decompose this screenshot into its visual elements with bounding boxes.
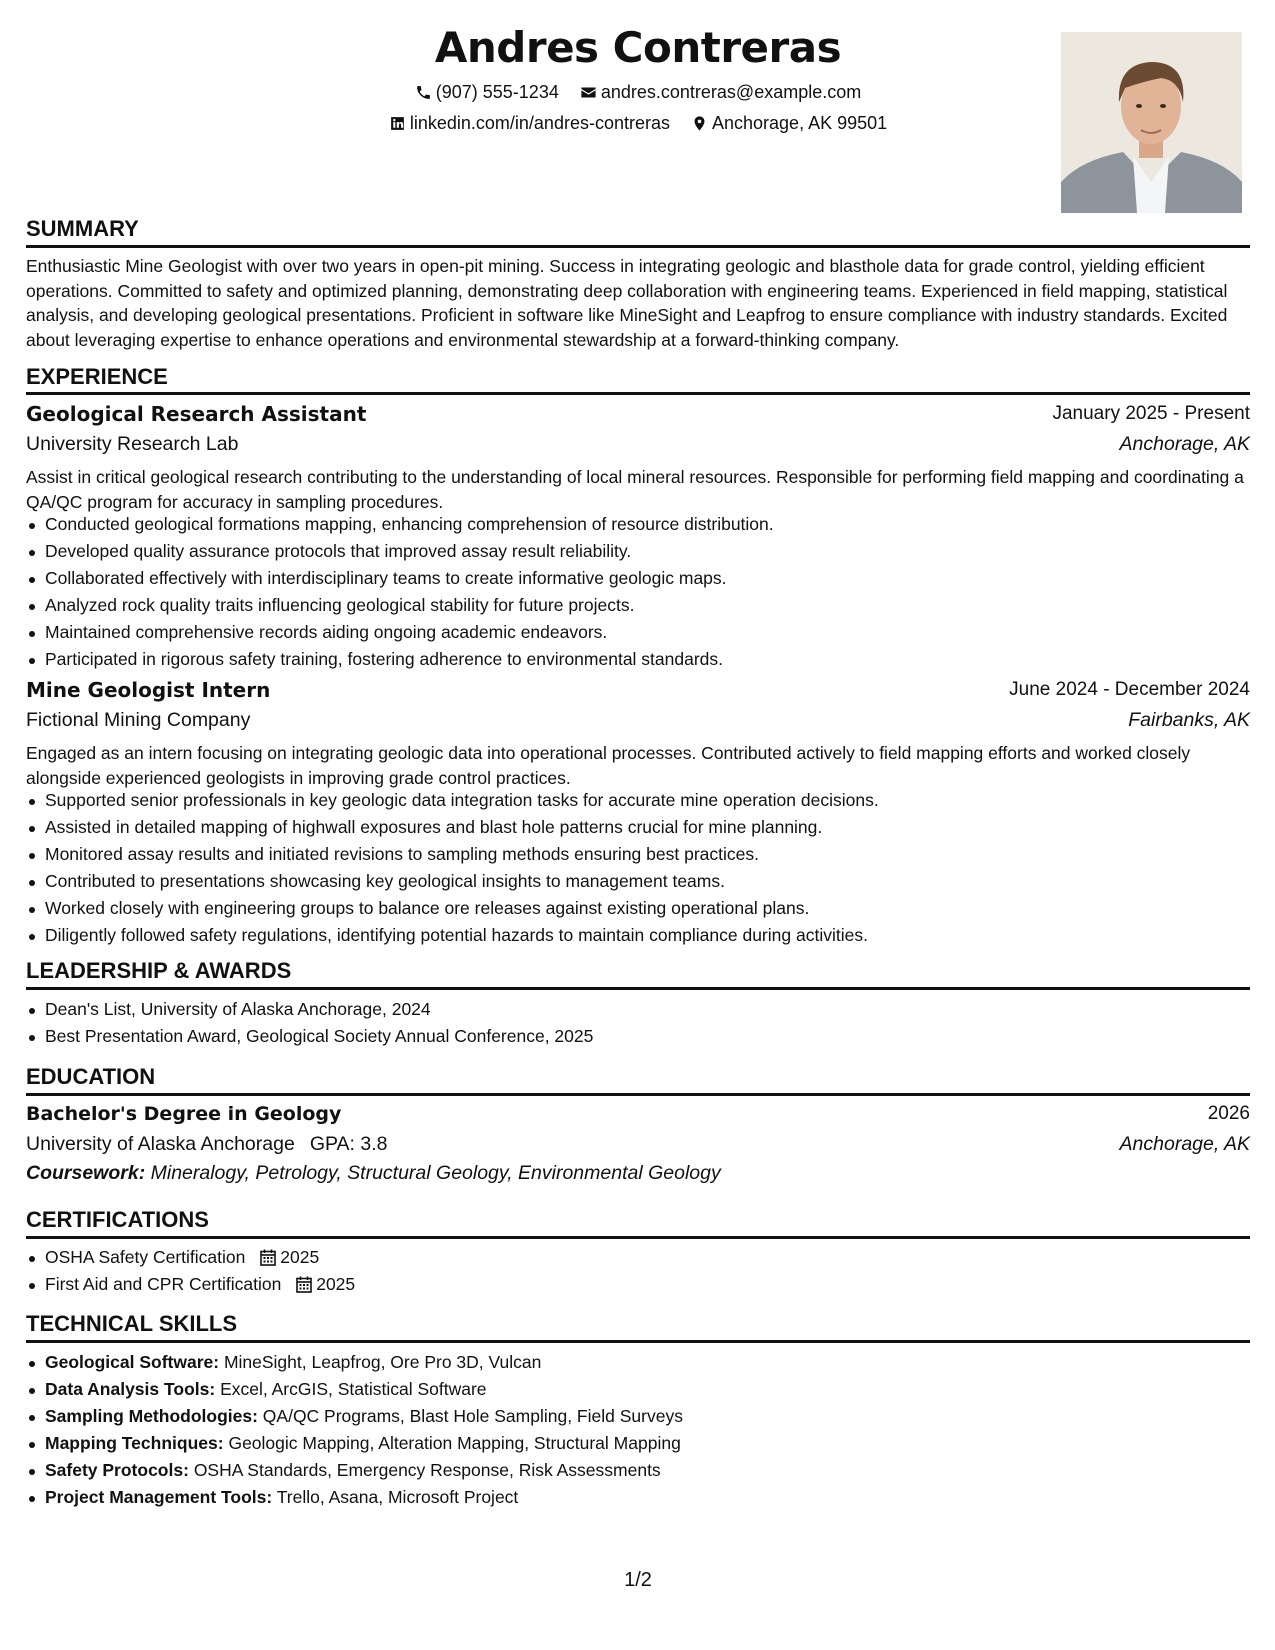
skills-divider <box>26 1340 1250 1343</box>
job-2-location: Fairbanks, AK <box>1128 709 1250 731</box>
list-item <box>26 1349 1250 1376</box>
profile-photo <box>1061 32 1242 213</box>
list-item: Contributed to presentations showcasing key geological insights to management teams. <box>26 868 1250 895</box>
list-item: Supported senior professionals in key geologic data integration tasks for accurate mine operation decisions. <box>26 787 1250 814</box>
contact-phone <box>415 80 559 104</box>
job-1-organization: University Research Lab <box>26 433 239 455</box>
list-item: Maintained comprehensive records aiding ongoing academic endeavors. <box>26 619 1250 646</box>
page-number: 1/2 <box>624 1569 652 1591</box>
skill-label: Project Management Tools: <box>45 1487 273 1507</box>
list-item: Collaborated effectively with interdisciplinary teams to create informative geologic maps. <box>26 565 1250 592</box>
leadership-divider <box>26 987 1250 990</box>
list-item: Assisted in detailed mapping of highwall exposures and blast hole patterns crucial for mine planning. <box>26 814 1250 841</box>
contact-linkedin[interactable] <box>389 111 670 135</box>
list-item <box>26 1403 1250 1430</box>
contact-location <box>691 111 887 135</box>
experience-divider <box>26 392 1250 395</box>
cert-name: OSHA Safety Certification <box>45 1247 246 1267</box>
list-item <box>26 1430 1250 1457</box>
leadership-heading: LEADERSHIP & AWARDS <box>26 958 292 983</box>
skills-list <box>26 1349 1250 1511</box>
cert-year: 2025 <box>316 1274 356 1294</box>
list-item: Diligently followed safety regulations, identifying potential hazards to maintain compliance during activities. <box>26 922 1250 949</box>
certifications-list <box>26 1244 1250 1298</box>
location-text: Anchorage, AK 99501 <box>712 113 888 133</box>
list-item: Conducted geological formations mapping, enhancing comprehension of resource distribution. <box>26 511 1250 538</box>
linkedin-icon <box>389 115 406 132</box>
map-pin-icon <box>691 115 708 132</box>
list-item <box>26 1271 1250 1298</box>
calendar-icon <box>260 1249 276 1266</box>
job-2-bullets <box>26 787 1250 949</box>
skill-value: MineSight, Leapfrog, Ore Pro 3D, Vulcan <box>223 1352 542 1372</box>
job-1-location: Anchorage, AK <box>1119 433 1250 455</box>
job-1-bullets <box>26 511 1250 673</box>
skill-label: Geological Software: <box>45 1352 220 1372</box>
education-divider <box>26 1093 1250 1096</box>
skill-value: Geologic Mapping, Alteration Mapping, Structural Mapping <box>228 1433 681 1453</box>
school-line <box>26 1130 388 1158</box>
list-item: Analyzed rock quality traits influencing geological stability for future projects. <box>26 592 1250 619</box>
list-item: Best Presentation Award, Geological Society Annual Conference, 2025 <box>26 1023 1250 1050</box>
profile-portrait <box>1061 32 1242 213</box>
certifications-heading: CERTIFICATIONS <box>26 1207 209 1232</box>
skill-value: Trello, Asana, Microsoft Project <box>276 1487 519 1507</box>
list-item <box>26 1457 1250 1484</box>
resume-header <box>26 22 1250 212</box>
phone-text: (907) 555-1234 <box>435 82 559 102</box>
contact-email[interactable] <box>580 80 861 104</box>
skill-label: Mapping Techniques: <box>45 1433 224 1453</box>
coursework-list: Mineralogy, Petrology, Structural Geology, Environmental Geology <box>150 1162 721 1184</box>
coursework-line <box>26 1159 721 1187</box>
job-2-title: Mine Geologist Intern <box>26 678 271 702</box>
job-2-organization: Fictional Mining Company <box>26 709 251 731</box>
list-item <box>26 1376 1250 1403</box>
school-location: Anchorage, AK <box>1119 1133 1250 1155</box>
skill-value: QA/QC Programs, Blast Hole Sampling, Field Surveys <box>262 1406 683 1426</box>
leadership-list <box>26 996 1250 1050</box>
list-item: Worked closely with engineering groups to balance ore releases against existing operational plans. <box>26 895 1250 922</box>
graduation-year: 2026 <box>1207 1103 1250 1124</box>
resume-page <box>26 0 1250 1650</box>
job-1-dates: January 2025 - Present <box>1052 403 1250 424</box>
experience-heading: EXPERIENCE <box>26 364 168 389</box>
job-1-title: Geological Research Assistant <box>26 402 367 426</box>
skill-label: Data Analysis Tools: <box>45 1379 216 1399</box>
skill-label: Safety Protocols: <box>45 1460 189 1480</box>
job-1-description: Assist in critical geological research contributing to the understanding of local mineral resources. Responsible for performing field mapping and coordinating a QA/QC program for accuracy in sampling procedures. <box>26 467 1244 512</box>
list-item <box>26 1244 1250 1271</box>
gpa: GPA: 3.8 <box>309 1133 388 1155</box>
list-item: Developed quality assurance protocols that improved assay result reliability. <box>26 538 1250 565</box>
school-name: University of Alaska Anchorage <box>26 1133 295 1155</box>
job-2-dates: June 2024 - December 2024 <box>1009 679 1250 700</box>
list-item: Participated in rigorous safety training, fostering adherence to environmental standards. <box>26 646 1250 673</box>
phone-icon <box>415 84 432 101</box>
cert-year: 2025 <box>280 1247 320 1267</box>
certifications-divider <box>26 1236 1250 1239</box>
skill-value: Excel, ArcGIS, Statistical Software <box>220 1379 487 1399</box>
coursework-label: Coursework: <box>26 1162 146 1184</box>
list-item: Monitored assay results and initiated revisions to sampling methods ensuring best practices. <box>26 841 1250 868</box>
education-heading: EDUCATION <box>26 1064 156 1089</box>
skill-value: OSHA Standards, Emergency Response, Risk Assessments <box>193 1460 661 1480</box>
list-item: Dean's List, University of Alaska Anchorage, 2024 <box>26 996 1250 1023</box>
job-2-description: Engaged as an intern focusing on integrating geologic data into operational processes. Contributed actively to field mapping efforts and worked closely alongside experienced geologists in improving grade control practices. <box>26 743 1191 788</box>
summary-text: Enthusiastic Mine Geologist with over two years in open-pit mining. Success in integrating geologic and blasthole data for grade control, yielding efficient operations. Committed to safety and optimized planning, demonstrating deep collaboration with engineering teams. Experienced in field mapping, statistical analysis, and developing geological presentations. Proficient in software like MineSight and Leapfrog to ensure compliance with industry standards. Excited about leveraging expertise to enhance operations and environmental stewardship at a forward-thinking company. <box>26 256 1228 350</box>
candidate-name: Andres Contreras <box>434 23 842 72</box>
summary-heading: SUMMARY <box>26 216 139 241</box>
degree-title: Bachelor's Degree in Geology <box>26 1103 342 1125</box>
list-item <box>26 1484 1250 1511</box>
skill-label: Sampling Methodologies: <box>45 1406 258 1426</box>
calendar-icon <box>296 1276 312 1293</box>
envelope-icon <box>580 84 597 101</box>
skills-heading: TECHNICAL SKILLS <box>26 1311 238 1336</box>
email-link[interactable]: andres.contreras@example.com <box>600 82 862 102</box>
summary-divider <box>26 245 1250 248</box>
cert-name: First Aid and CPR Certification <box>45 1274 282 1294</box>
linkedin-link[interactable]: linkedin.com/in/andres-contreras <box>409 113 670 133</box>
